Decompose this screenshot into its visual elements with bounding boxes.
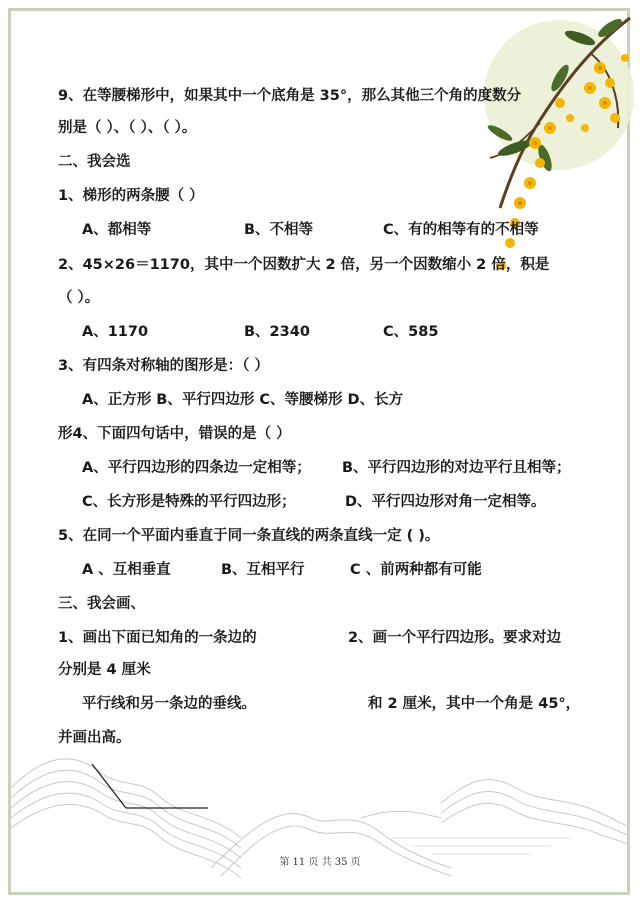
q4-option-c: C、长方形是特殊的平行四边形； — [82, 494, 296, 510]
q4-option-d: D、平行四边形对角一定相等。 — [345, 494, 546, 510]
draw-q2-line4: 并画出高。 — [58, 730, 131, 746]
q9-line2: 别是（ ）、（ ）、（ ）。 — [58, 120, 197, 136]
q2-option-a: A、1170 — [82, 324, 149, 340]
q4-stem: 4、下面四句话中，错误的是（ ） — [72, 426, 291, 442]
q1-option-b: B、不相等 — [244, 222, 314, 238]
q5-option-b: B、互相平行 — [221, 562, 305, 578]
q3-wrap-q4-stem — [58, 424, 291, 444]
draw-q1-line2: 平行线和另一条边的垂线。 — [82, 696, 256, 712]
q5-option-c: C 、前两种都有可能 — [350, 562, 482, 578]
q3-wrap: 形 — [58, 426, 73, 442]
given-angle-figure — [88, 760, 218, 820]
q1-stem: 1、梯形的两条腰（ ） — [58, 188, 204, 204]
draw-q1-line1: 1、画出下面已知角的一条边的 — [58, 630, 257, 646]
q2-option-c: C、585 — [383, 324, 439, 340]
q4-option-a: A、平行四边形的四条边一定相等； — [82, 460, 311, 476]
q2-stem: 2、45×26＝1170，其中一个因数扩大 2 倍，另一个因数缩小 2 倍，积是 — [58, 257, 550, 273]
q2-option-b: B、2340 — [244, 324, 310, 340]
q1-option-c: C、有的相等有的不相等 — [383, 222, 539, 238]
q5-option-a: A 、互相垂直 — [82, 562, 171, 578]
draw-q2-line1: 2、画一个平行四边形。要求对边 — [348, 630, 562, 646]
section2-heading: 二、我会选 — [58, 154, 131, 170]
q9-line1: 9、在等腰梯形中，如果其中一个底角是 35°，那么其他三个角的度数分 — [58, 88, 522, 104]
q3-options: A、正方形 B、平行四边形 C、等腰梯形 D、长方 — [82, 392, 404, 408]
draw-q2-line3: 和 2 厘米，其中一个角是 45°， — [368, 696, 581, 712]
q3-stem: 3、有四条对称轴的图形是：（ ） — [58, 358, 269, 374]
page-number: 第 11 页 共 35 页 — [279, 857, 361, 868]
q5-stem: 5、在同一个平面内垂直于同一条直线的两条直线一定 ( )。 — [58, 528, 440, 544]
q2-blank: （ ）。 — [58, 290, 100, 306]
q4-option-b: B、平行四边形的对边平行且相等； — [342, 460, 571, 476]
q1-option-a: A、都相等 — [82, 222, 152, 238]
section3-heading: 三、我会画、 — [58, 596, 145, 612]
draw-q2-line2: 分别是 4 厘米 — [58, 662, 151, 678]
